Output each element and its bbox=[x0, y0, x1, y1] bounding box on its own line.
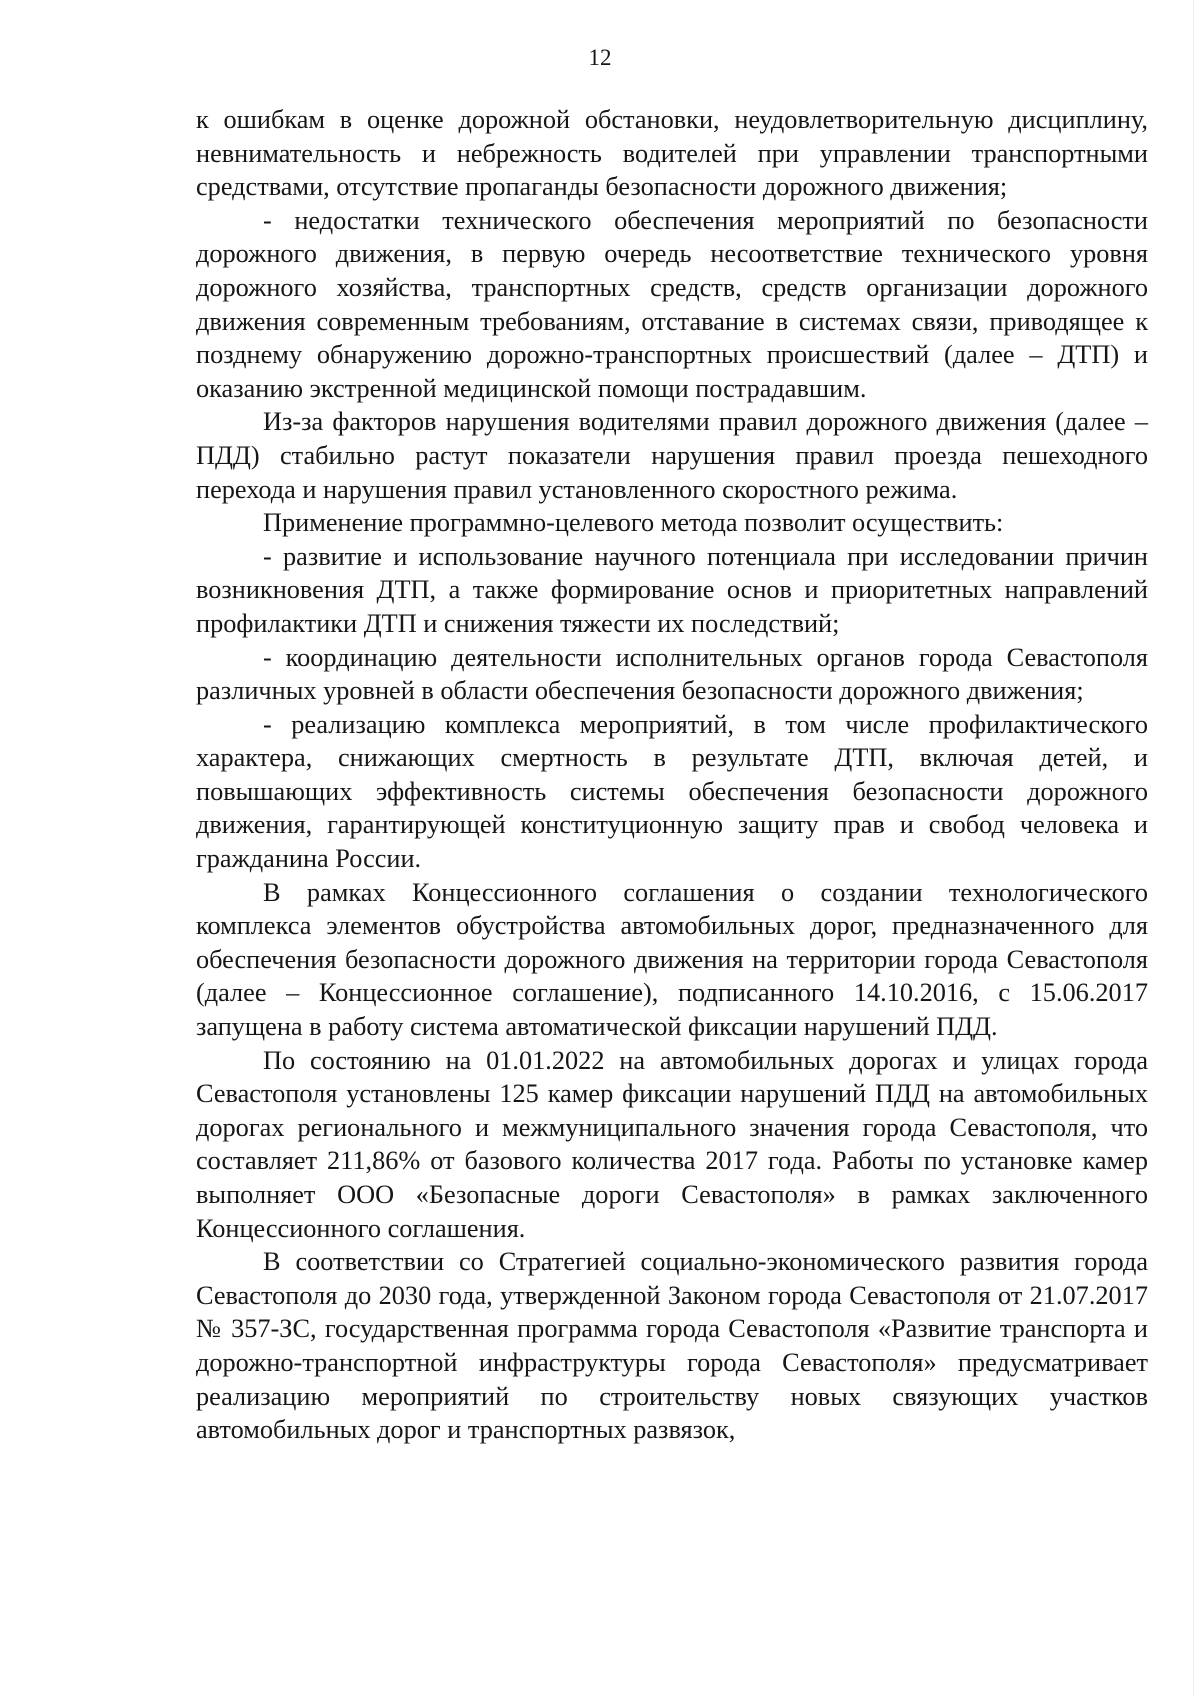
paragraph-cameras-status: По состоянию на 01.01.2022 на автомобильных дорогах и улицах города Севастополя установлены 125 камер фиксации нарушений ПДД на автомобильных дорогах регионального и межмуниципального значения города Севастополя, что составляет 211,86% от базового количества 2017 года. Работы по установке камер выполняет ООО «Безопасные дороги Севастополя» в рамках заключенного Концессионного соглашения. bbox=[196, 1045, 1148, 1243]
document-body bbox=[196, 103, 1148, 1447]
paragraph-violation-factors: Из-за факторов нарушения водителями правил дорожного движения (далее – ПДД) стабильно растут показатели нарушения правил проезда пешеходного перехода и нарушения правил установленного скоростного режима. bbox=[196, 407, 1148, 504]
paragraph-technical-shortcomings: - недостатки технического обеспечения мероприятий по безопасности дорожного движения, в первую очередь несоответствие технического уровня дорожного хозяйства, транспортных средств, средств организации дорожного движения современным требованиям, отставание в системах связи, приводящее к позднему обнаружению дорожно-транспортных происшествий (далее – ДТП) и оказанию экстренной медицинской помощи пострадавшим. bbox=[196, 205, 1148, 403]
paragraph-continuation: к ошибкам в оценке дорожной обстановки, неудовлетворительную дисциплину, невнимательность и небрежность водителей при управлении транспортными средствами, отсутствие пропаганды безопасности дорожного движения; bbox=[196, 105, 1148, 202]
scan-edge-line bbox=[1193, 0, 1194, 1696]
paragraph-program-method-intro: Применение программно-целевого метода позволит осуществить: bbox=[263, 508, 1004, 538]
paragraph-concession-agreement: В рамках Концессионного соглашения о создании технологического комплекса элементов обустройства автомобильных дорог, предназначенного для обеспечения безопасности дорожного движения на территории города Севастополя (далее – Концессионное соглашение), подписанного 14.10.2016, с 15.06.2017 запущена в работу система автоматической фиксации нарушений ПДД. bbox=[196, 877, 1148, 1042]
list-item-research-potential: - развитие и использование научного потенциала при исследовании причин возникновения ДТП, а также формирование основ и приоритетных направлений профилактики ДТП и снижения тяжести их последствий; bbox=[196, 541, 1148, 638]
list-item-coordination: - координацию деятельности исполнительных органов города Севастополя различных уровней в области обеспечения безопасности дорожного движения; bbox=[196, 642, 1148, 706]
list-item-measures-complex: - реализацию комплекса мероприятий, в том числе профилактического характера, снижающих смертность в результате ДТП, включая детей, и повышающих эффективность системы обеспечения безопасности дорожного движения, гарантирующей конституционную защиту прав и свобод человека и гражданина России. bbox=[196, 709, 1148, 874]
page-number: 12 bbox=[588, 45, 612, 70]
paragraph-strategy: В соответствии со Стратегией социально-экономического развития города Севастополя до 2030 года, утвержденной Законом города Севастополя от 21.07.2017 № 357-ЗС, государственная программа города Севастополя «Развитие транспорта и дорожно-транспортной инфраструктуры города Севастополя» предусматривает реализацию мероприятий по строительству новых связующих участков автомобильных дорог и транспортных развязок, bbox=[196, 1247, 1148, 1445]
